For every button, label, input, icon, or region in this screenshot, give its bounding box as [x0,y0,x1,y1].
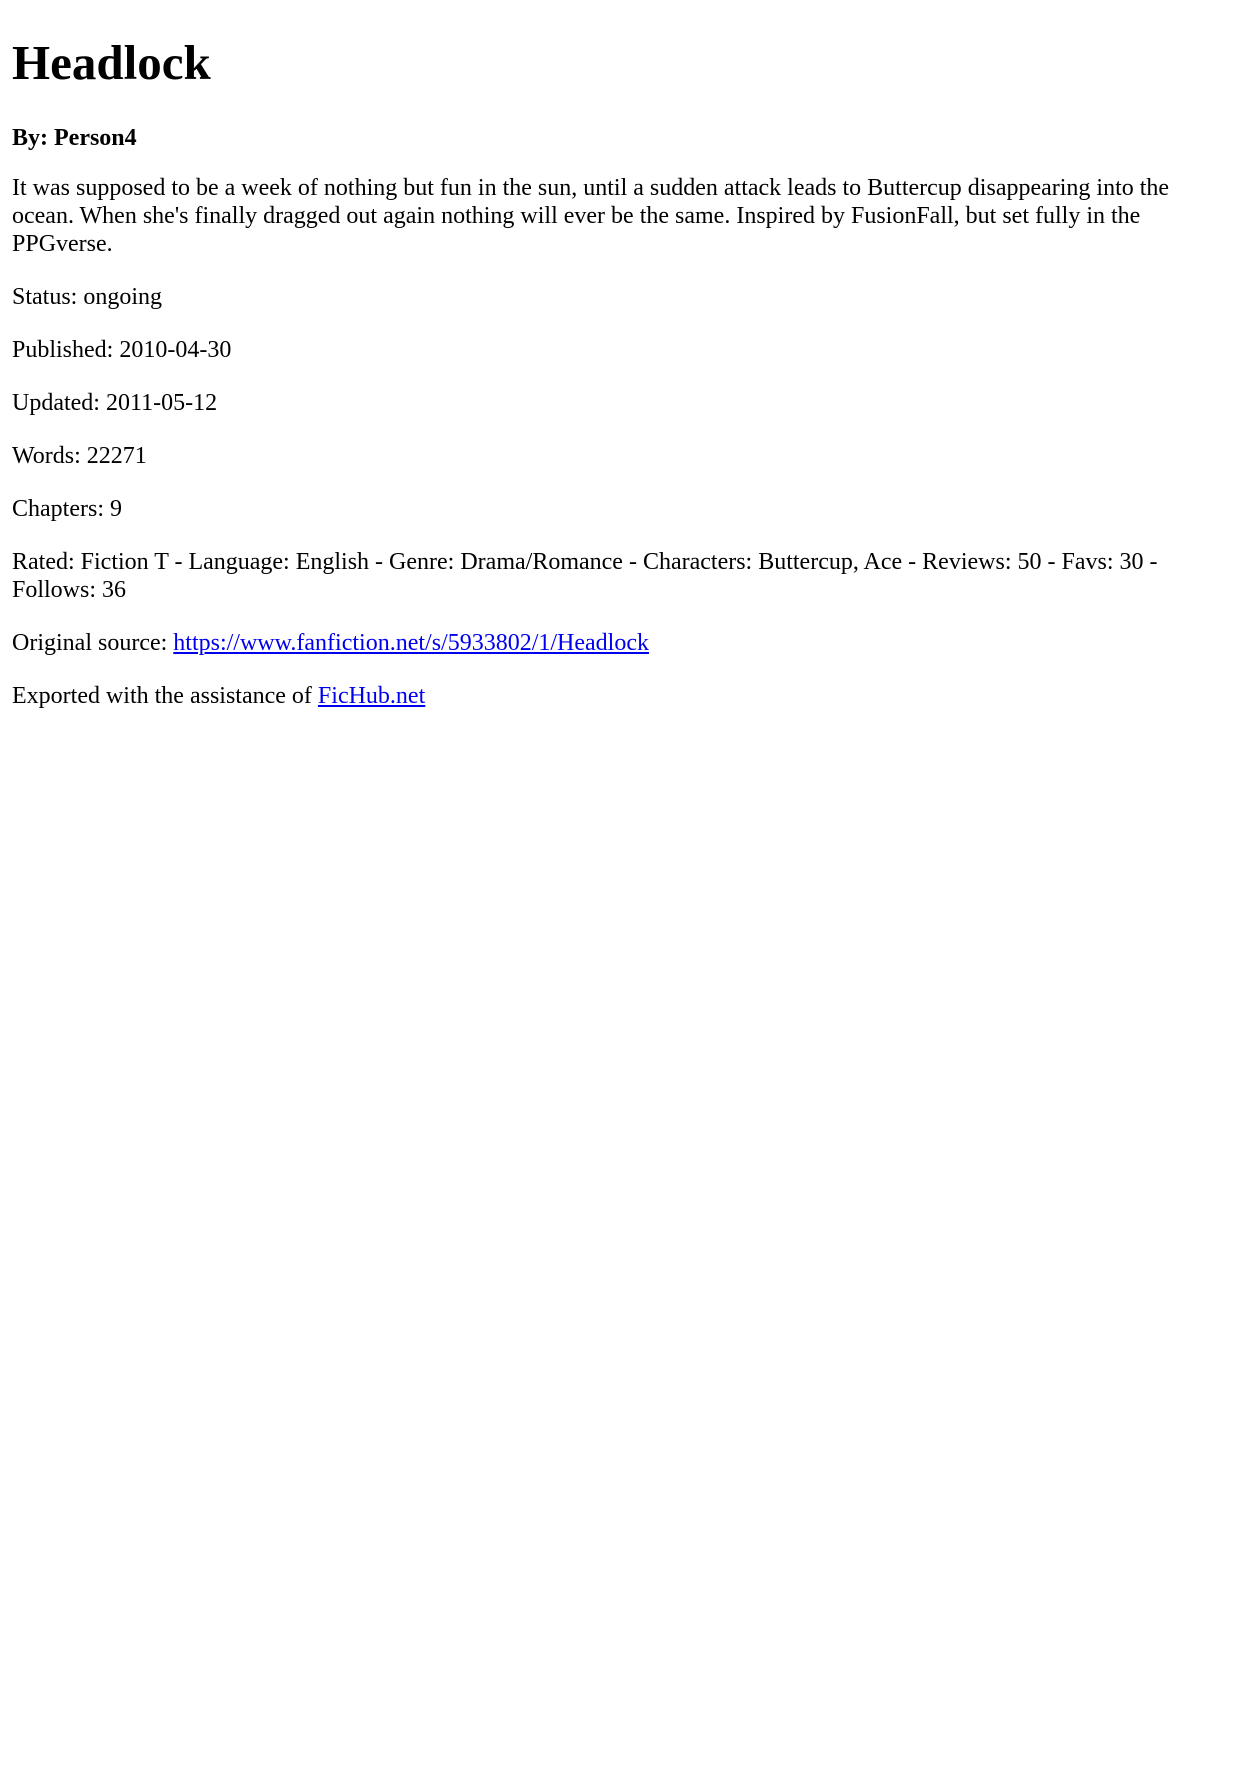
original-source [12,629,1228,657]
updated-date: Updated: 2011-05-12 [12,390,218,416]
fichub-link[interactable]: FicHub.net [317,683,426,709]
status-line: Status: ongoing [12,284,163,310]
author-byline: By: Person4 [12,125,137,151]
story-title: Headlock [12,35,211,90]
chapter-count: Chapters: 9 [12,496,122,522]
original-source-link[interactable]: https://www.fanfiction.net/s/5933802/1/Headlock [173,630,649,656]
export-credit-label: Exported with the assistance of [12,683,318,709]
word-count: Words: 22271 [12,443,147,469]
original-source-label: Original source: [12,630,174,656]
story-details: Rated: Fiction T - Language: English - Genre: Drama/Romance - Characters: Buttercup, Ace - Reviews: 50 - Favs: 30 - Follows: 36 [12,549,1158,603]
published-date: Published: 2010-04-30 [12,337,232,363]
export-credit [12,682,1228,710]
story-summary: It was supposed to be a week of nothing but fun in the sun, until a sudden attack leads to Buttercup disappearing into the ocean. When she's finally dragged out again nothing will ever be the same. Inspired by FusionFall, but set fully in the PPGverse. [12,175,1170,257]
